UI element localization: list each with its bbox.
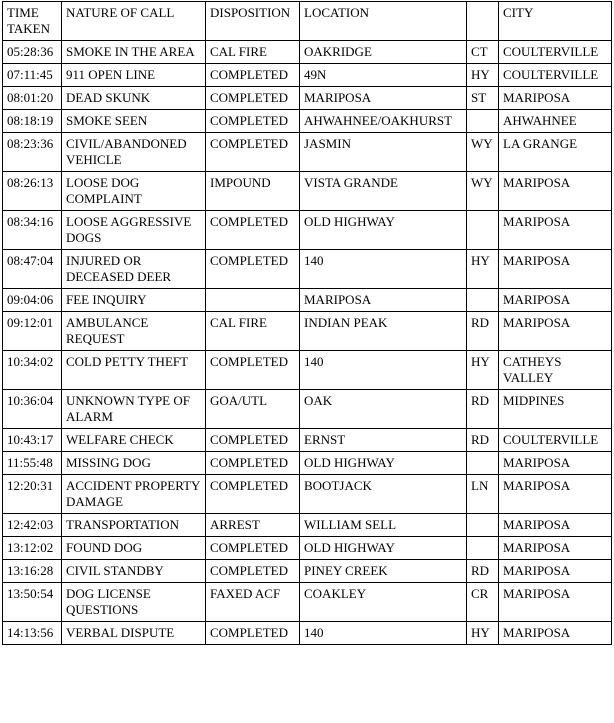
cell-time: 08:26:13 bbox=[3, 172, 62, 211]
cell-location: OLD HIGHWAY bbox=[300, 452, 467, 475]
cell-location: 49N bbox=[300, 64, 467, 87]
cell-location: 140 bbox=[300, 622, 467, 645]
cell-disposition: COMPLETED bbox=[206, 475, 300, 514]
cell-time: 05:28:36 bbox=[3, 41, 62, 64]
cell-city: MARIPOSA bbox=[499, 514, 612, 537]
cell-city: MARIPOSA bbox=[499, 583, 612, 622]
header-row bbox=[3, 2, 612, 41]
cell-disposition: COMPLETED bbox=[206, 110, 300, 133]
cell-location: MARIPOSA bbox=[300, 289, 467, 312]
cell-location: ERNST bbox=[300, 429, 467, 452]
table-row bbox=[3, 452, 612, 475]
cell-time: 09:04:06 bbox=[3, 289, 62, 312]
cell-street-suffix bbox=[467, 537, 499, 560]
cell-location: OLD HIGHWAY bbox=[300, 211, 467, 250]
cell-location: MARIPOSA bbox=[300, 87, 467, 110]
cell-street-suffix: RD bbox=[467, 560, 499, 583]
table-row bbox=[3, 41, 612, 64]
cell-street-suffix: CR bbox=[467, 583, 499, 622]
table-row bbox=[3, 622, 612, 645]
cell-nature-of-call: UNKNOWN TYPE OF ALARM bbox=[62, 390, 206, 429]
header-time-taken: TIME TAKEN bbox=[3, 2, 62, 41]
table-row bbox=[3, 110, 612, 133]
cell-street-suffix: HY bbox=[467, 250, 499, 289]
cell-city: MARIPOSA bbox=[499, 250, 612, 289]
table-row bbox=[3, 560, 612, 583]
table-row bbox=[3, 514, 612, 537]
cell-time: 10:36:04 bbox=[3, 390, 62, 429]
cell-city: MARIPOSA bbox=[499, 211, 612, 250]
cell-street-suffix: HY bbox=[467, 351, 499, 390]
cell-city: MARIPOSA bbox=[499, 452, 612, 475]
cell-city: MARIPOSA bbox=[499, 172, 612, 211]
cell-nature-of-call: FEE INQUIRY bbox=[62, 289, 206, 312]
call-log-body bbox=[3, 41, 612, 645]
table-row bbox=[3, 172, 612, 211]
cell-street-suffix bbox=[467, 211, 499, 250]
cell-disposition: COMPLETED bbox=[206, 452, 300, 475]
table-row bbox=[3, 537, 612, 560]
cell-nature-of-call: MISSING DOG bbox=[62, 452, 206, 475]
cell-street-suffix: RD bbox=[467, 390, 499, 429]
cell-location: JASMIN bbox=[300, 133, 467, 172]
cell-time: 07:11:45 bbox=[3, 64, 62, 87]
table-row bbox=[3, 250, 612, 289]
cell-nature-of-call: COLD PETTY THEFT bbox=[62, 351, 206, 390]
header-nature-of-call: NATURE OF CALL bbox=[62, 2, 206, 41]
cell-time: 08:01:20 bbox=[3, 87, 62, 110]
cell-time: 11:55:48 bbox=[3, 452, 62, 475]
header-location: LOCATION bbox=[300, 2, 467, 41]
cell-nature-of-call: AMBULANCE REQUEST bbox=[62, 312, 206, 351]
cell-time: 08:18:19 bbox=[3, 110, 62, 133]
cell-street-suffix: LN bbox=[467, 475, 499, 514]
cell-city: MARIPOSA bbox=[499, 560, 612, 583]
cell-disposition: COMPLETED bbox=[206, 211, 300, 250]
cell-disposition: COMPLETED bbox=[206, 87, 300, 110]
cell-street-suffix: HY bbox=[467, 64, 499, 87]
cell-street-suffix: RD bbox=[467, 429, 499, 452]
cell-location: WILLIAM SELL bbox=[300, 514, 467, 537]
table-row bbox=[3, 583, 612, 622]
cell-disposition bbox=[206, 289, 300, 312]
cell-disposition: COMPLETED bbox=[206, 133, 300, 172]
cell-street-suffix: CT bbox=[467, 41, 499, 64]
cell-street-suffix: HY bbox=[467, 622, 499, 645]
cell-location: BOOTJACK bbox=[300, 475, 467, 514]
cell-city: MARIPOSA bbox=[499, 475, 612, 514]
cell-city: MARIPOSA bbox=[499, 622, 612, 645]
cell-disposition: COMPLETED bbox=[206, 429, 300, 452]
table-row bbox=[3, 211, 612, 250]
cell-city: AHWAHNEE bbox=[499, 110, 612, 133]
table-row bbox=[3, 351, 612, 390]
table-row bbox=[3, 64, 612, 87]
cell-street-suffix: WY bbox=[467, 133, 499, 172]
table-row bbox=[3, 312, 612, 351]
cell-street-suffix: WY bbox=[467, 172, 499, 211]
cell-nature-of-call: SMOKE IN THE AREA bbox=[62, 41, 206, 64]
cell-nature-of-call: WELFARE CHECK bbox=[62, 429, 206, 452]
cell-location: 140 bbox=[300, 351, 467, 390]
cell-time: 09:12:01 bbox=[3, 312, 62, 351]
cell-disposition: FAXED ACF bbox=[206, 583, 300, 622]
cell-disposition: CAL FIRE bbox=[206, 41, 300, 64]
cell-disposition: COMPLETED bbox=[206, 250, 300, 289]
cell-city: MARIPOSA bbox=[499, 87, 612, 110]
cell-city: MARIPOSA bbox=[499, 289, 612, 312]
cell-location: OAKRIDGE bbox=[300, 41, 467, 64]
cell-time: 13:16:28 bbox=[3, 560, 62, 583]
cell-location: INDIAN PEAK bbox=[300, 312, 467, 351]
cell-time: 14:13:56 bbox=[3, 622, 62, 645]
cell-disposition: IMPOUND bbox=[206, 172, 300, 211]
cell-nature-of-call: INJURED OR DECEASED DEER bbox=[62, 250, 206, 289]
cell-nature-of-call: VERBAL DISPUTE bbox=[62, 622, 206, 645]
header-city: CITY bbox=[499, 2, 612, 41]
cell-street-suffix bbox=[467, 110, 499, 133]
cell-location: OAK bbox=[300, 390, 467, 429]
cell-nature-of-call: SMOKE SEEN bbox=[62, 110, 206, 133]
cell-location: COAKLEY bbox=[300, 583, 467, 622]
cell-disposition: COMPLETED bbox=[206, 560, 300, 583]
cell-time: 13:12:02 bbox=[3, 537, 62, 560]
cell-nature-of-call: DEAD SKUNK bbox=[62, 87, 206, 110]
cell-nature-of-call: CIVIL STANDBY bbox=[62, 560, 206, 583]
cell-city: MARIPOSA bbox=[499, 537, 612, 560]
cell-nature-of-call: FOUND DOG bbox=[62, 537, 206, 560]
header-street-suffix bbox=[467, 2, 499, 41]
cell-disposition: COMPLETED bbox=[206, 351, 300, 390]
cell-street-suffix: RD bbox=[467, 312, 499, 351]
cell-location: OLD HIGHWAY bbox=[300, 537, 467, 560]
cell-city: COULTERVILLE bbox=[499, 41, 612, 64]
cell-time: 13:50:54 bbox=[3, 583, 62, 622]
cell-time: 08:34:16 bbox=[3, 211, 62, 250]
cell-disposition: ARREST bbox=[206, 514, 300, 537]
cell-disposition: CAL FIRE bbox=[206, 312, 300, 351]
cell-time: 10:34:02 bbox=[3, 351, 62, 390]
table-row bbox=[3, 133, 612, 172]
header-disposition: DISPOSITION bbox=[206, 2, 300, 41]
cell-nature-of-call: LOOSE DOG COMPLAINT bbox=[62, 172, 206, 211]
cell-time: 12:20:31 bbox=[3, 475, 62, 514]
cell-nature-of-call: ACCIDENT PROPERTY DAMAGE bbox=[62, 475, 206, 514]
cell-location: PINEY CREEK bbox=[300, 560, 467, 583]
cell-disposition: COMPLETED bbox=[206, 622, 300, 645]
cell-nature-of-call: TRANSPORTATION bbox=[62, 514, 206, 537]
table-row bbox=[3, 429, 612, 452]
cell-disposition: COMPLETED bbox=[206, 537, 300, 560]
cell-time: 08:23:36 bbox=[3, 133, 62, 172]
table-row bbox=[3, 475, 612, 514]
cell-street-suffix: ST bbox=[467, 87, 499, 110]
cell-city: LA GRANGE bbox=[499, 133, 612, 172]
cell-location: AHWAHNEE/OAKHURST bbox=[300, 110, 467, 133]
cell-nature-of-call: DOG LICENSE QUESTIONS bbox=[62, 583, 206, 622]
cell-time: 10:43:17 bbox=[3, 429, 62, 452]
cell-street-suffix bbox=[467, 289, 499, 312]
cell-street-suffix bbox=[467, 514, 499, 537]
cell-city: CATHEYS VALLEY bbox=[499, 351, 612, 390]
cell-time: 08:47:04 bbox=[3, 250, 62, 289]
cell-city: MIDPINES bbox=[499, 390, 612, 429]
cell-street-suffix bbox=[467, 452, 499, 475]
call-log-table bbox=[2, 1, 612, 645]
table-row bbox=[3, 87, 612, 110]
cell-disposition: GOA/UTL bbox=[206, 390, 300, 429]
cell-nature-of-call: CIVIL/ABANDONED VEHICLE bbox=[62, 133, 206, 172]
cell-city: COULTERVILLE bbox=[499, 429, 612, 452]
cell-disposition: COMPLETED bbox=[206, 64, 300, 87]
cell-location: 140 bbox=[300, 250, 467, 289]
cell-nature-of-call: 911 OPEN LINE bbox=[62, 64, 206, 87]
table-row bbox=[3, 289, 612, 312]
cell-city: COULTERVILLE bbox=[499, 64, 612, 87]
cell-time: 12:42:03 bbox=[3, 514, 62, 537]
cell-location: VISTA GRANDE bbox=[300, 172, 467, 211]
cell-city: MARIPOSA bbox=[499, 312, 612, 351]
cell-nature-of-call: LOOSE AGGRESSIVE DOGS bbox=[62, 211, 206, 250]
table-row bbox=[3, 390, 612, 429]
